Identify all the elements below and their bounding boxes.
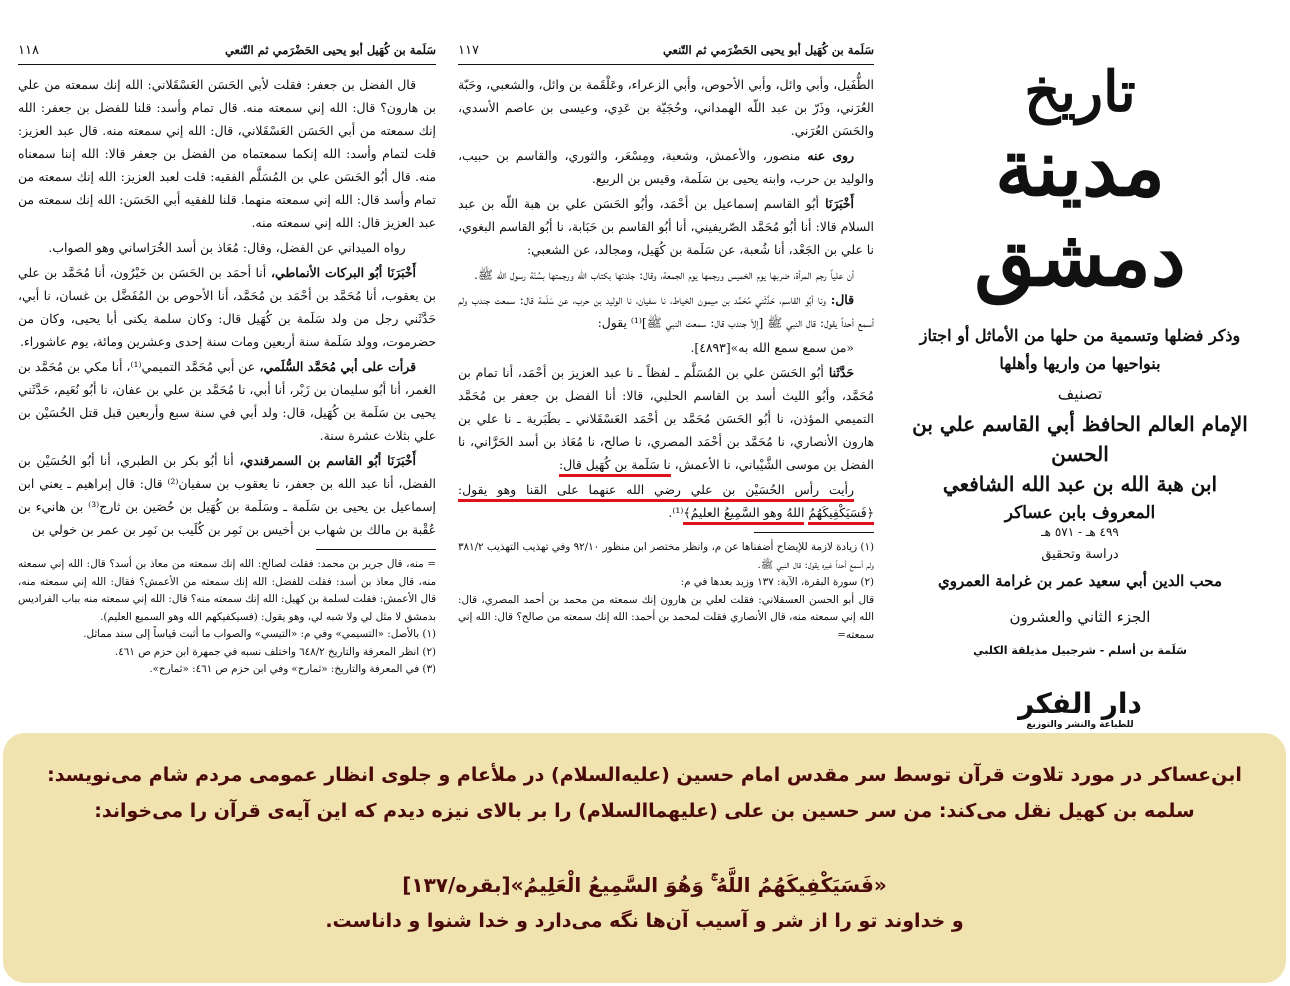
paragraph-lead: حَدَّثَنا <box>823 365 854 380</box>
paragraph <box>18 449 436 541</box>
paragraph: الطُّفَيل، وأبي وائل، وأبي الأحوص، وأبي الزعراء، وعَلْقَمة بن وائل، والشعبي، وحَبّة العُرَني، وذَرّ بن عبد اللّه الهمداني، وحُجَيّة بن عَدِي، وعيسى بن عاصم الأسدي، والحَسَن العُرَني. <box>458 77 874 138</box>
footnote: (٢) انظر المعرفة والتاريخ ٦٤٨/٢ واختلف نسبه في جمهرة ابن حزم ص ٤٦١. <box>114 645 436 658</box>
cover-title-line-2: مدينة دمشق <box>974 123 1186 304</box>
caption-translation: و خداوند تو را از شر و آسیب آن‌ها نگه می‌دارد و خدا شنوا و داناست. <box>325 910 964 932</box>
footnote: (١) زيادة لازمة للإيضاح أضفناها عن م، وانظر مختصر ابن منظور ٩٢/١٠ وفي تهذيب التهذيب ٣٨١/٢ ولم أسمع أحداً غيره يقول: قال النبي ﷺ. <box>458 541 874 571</box>
persian-caption-box <box>3 733 1286 983</box>
cover-title-line-1: تاريخ <box>1024 59 1136 125</box>
paragraph-lead: قال: <box>825 292 854 307</box>
running-title: سَلَمة بن كُهَيل أبو يحيى الحَضْرَمي ثم التّنعي <box>224 43 436 57</box>
running-title: سَلَمة بن كُهَيل أبو يحيى الحَضْرَمي ثم التّنعي <box>662 43 874 57</box>
cover-author-1: الإمام العالم الحافظ أبي القاسم علي بن الحسن <box>912 412 1248 466</box>
cover-tasnif: تصنيف <box>1057 384 1103 403</box>
cover-known-as: المعروف بابن عساكر <box>1004 503 1156 523</box>
footnote-separator <box>754 532 874 533</box>
cover-study: دراسة وتحقيق <box>1041 547 1119 562</box>
highlighted-paragraph <box>458 478 874 524</box>
page-number: ١١٧ <box>458 43 479 58</box>
footnote: قال أبو الحسن العسقلاني: فقلت لعلي بن هارون إنك سمعته من محمد بن أحمد المصري، قال: الله إني سمعته منه، قال الأنصاري فقلت لمحمد بن أحمد: الله إنك سمعته من صالح؟ قال: الله إني سمعته= <box>458 593 874 641</box>
publisher-subtitle: للطباعة والنشر والتوزيع <box>1026 720 1134 730</box>
paragraph-lead: أَخْبَرَنَا <box>818 196 854 211</box>
paragraph <box>458 361 874 476</box>
paragraph-lead: أَخْبَرَنَا أبُو القاسم بن السمرقندي، <box>233 453 416 468</box>
page-number: ١١٨ <box>18 43 39 58</box>
running-head <box>18 40 436 65</box>
hadith-quote: «من سمع سمع الله به»[٤٨٩٣]. <box>690 340 854 355</box>
cover-editor: محب الدين أبي سعيد عمر بن غرامة العمروي <box>937 572 1223 590</box>
book-cover <box>880 59 1280 730</box>
paragraph <box>18 355 436 447</box>
highlight-underline-quote: رأيت رأس الحُسَيْن بن علي رضي الله عنهما على القنا وهو يقول: ﴿فَسَيَكْفِيكَهُمُ <box>458 482 874 525</box>
caption-line-2: سلمه بن کهیل نقل می‌کند: من سر حسین بن علی (علیهما‌السلام) را بر بالای نیزه دیدم که این آیه‌ی قرآن را می‌خواند: <box>94 800 1195 822</box>
footnote: (١) بالأصل: «التسيمي» وفي م: «التيسي» والصواب ما أثبت قياساً إلى سند مماثل. <box>83 628 436 640</box>
caption-verse: «فَسَيَكْفِيكَهُمُ اللَّهُ ۚ وَهُوَ السَّمِيعُ الْعَلِيمُ»[بقره/۱۳۷] <box>402 873 887 897</box>
paragraph <box>18 261 436 353</box>
footnote-ref: ⁽¹⁾. <box>668 505 684 520</box>
paragraph: قال الفضل بن جعفر: فقلت لأبي الحَسَن العَسْقَلاني: الله إنك سمعته من علي بن هارون؟ قال: الله إني سمعته منه. قال تمام وأسد: قلنا للفضل بن جعفر: الله إنك سمعته من أبي الحَسَن العَسْقَلاني، قال: الله إني سمعته منه. قال عبد العزيز: قلت لتمام وأسد: الله إنكما سمعتماه من الفضل بن جعفر قالا: الله إننا سمعناه منه. قال أبُو الحَسَن علي بن المُسَلَّم الفقيه: قلت لعبد العزيز: الله إنك سمعته من تمام وأسد قال: الله إني سمعته منهما. قلنا للفقيه أبي الحَسَن: الله إنك سمعته من عبد العزيز قال: الله إني سمعته منه. <box>18 77 436 230</box>
highlight-underline-narrator: نا سَلَمة بن كُهَيل قال: <box>559 457 671 477</box>
cover-volume: الجزء الثاني والعشرون <box>1009 608 1151 626</box>
running-head <box>458 40 874 65</box>
footnote-separator <box>316 549 436 550</box>
cover-range: سَلَمة بن أسلم - شرجبيل مذيلقة الكلبي <box>973 644 1187 657</box>
paragraph-lead: قرأت على أبي مُحَمَّد السُّلَمي، <box>255 359 416 374</box>
paragraph: أن علياً رجم المرأة، ضربها يوم الخميس ورجمها يوم الجمعة، وقال: جلدتها بكتاب الله ورجمتها بسُنّة رسول الله ﷺ. <box>474 267 854 282</box>
cover-author-2: ابن هبة الله بن عبد الله الشافعي <box>942 472 1218 496</box>
paragraph-text: ونا أبُو القاسم، حَدَّثَني مُحَمَّد بن ميمون الخياط، نا سفيان، نا الوليد بن حرب، عن سَلَمة قال: سمعت جندب ولم أسمع أحداً يقول: قال النبي ﷺ [إلاّ جندب قال: سمعت النبي ﷺ]⁽¹⁾ يقول: <box>458 292 874 330</box>
caption-line-1: ابن‌عساکر در مورد تلاوت قرآن توسط سر مقدس امام حسین (علیه‌السلام) در ملأعام و جلوی انظار عمومی مردم شام می‌نویسد: <box>47 764 1242 786</box>
paragraph <box>458 288 874 334</box>
paragraph <box>458 144 874 190</box>
paragraph-lead: روى عنه <box>800 148 854 163</box>
paragraph-lead: أَخْبَرَنَا أبُو البركات الأنماطي، <box>266 265 416 280</box>
paragraph: رواه الميداني عن الفضل، وقال: مُعَاذ بن أسد الخُرَاساني وهو الصواب. <box>48 240 406 255</box>
paragraph-text: أبُو الحَسَن علي بن المُسَلَّم ـ لفظاً ـ نا عبد العزيز بن أحْمَد، أنا تمام بن مُحَمَّد، وأبُو الليث أسد بن القاسم الحلبي، قالا: أنا الفضل بن جعفر بن مُحَمَّد التميمي المؤذن، نا أبُو الحَسَن مُحَمَّد بن أحْمَد العَسْقَلاني ـ بطَبَرية ـ نا علي بن هارون الأنصاري، نا مُحَمَّد بن أحْمَد المصري، نا صالح، نا مُعَاذ بن أسد الحَرَّاني، نا الفضل بن موسى الشَّيْباني، نا الأعمش، <box>458 365 874 472</box>
cover-subtitle-2: بنواحيها من واريها وأهلها <box>999 354 1161 373</box>
footnote: (٣) في المعرفة والتاريخ: «ثمارح» وفي ابن حزم ص ٤٦١: «ثمارح». <box>149 663 436 675</box>
paragraph-text: أنا أبُو بكر بن الطبري، أنا أبُو الحُسَيْن بن الفضل، أنا عبد الله بن جعفر، نا يعقوب بن سفيان⁽²⁾ قال: قال إبراهيم ـ يعني ابن إسماعيل بن يحيى بن سَلَمة ـ وسَلَمة بن كُهَيل بن حُصَين بن ثارج⁽³⁾ بن هانيء بن عُقْبة بن مالك بن شهاب بن أخيس بن نَمِر بن كُلَيب بن نَمِر بن عمر بن خولي بن <box>18 453 437 537</box>
footnote: = منه، قال جرير بن محمد: فقلت لصالح: الله إنك سمعته من معاذ بن أسد؟ قال: الله إني سمعته منه، قال معاذ بن أسد: فقلت للفضل: الله إنك سمعته من الأعمش؟ فقال: الله إني سمعته منه، قال الأعمش: فقلت لسلمة بن كهيل: الله إنك سمعته منه؟ قال: الله إني سمعته منه بباب الفراديس بدمشق لا مثل لي ولا شبه لي، وهو يقول: (فسيكفيكهم الله وهو السميع العليم). <box>18 558 436 623</box>
book-page-117 <box>458 40 874 644</box>
paragraph-text: عن أبي مُحَمَّد التميمي⁽¹⁾، أنا مكي بن مُحَمَّد بن الغمر، أنا أبُو سليمان بن زَبْر، أنا أبي، نا مُحَمَّد بن علي بن عفان، نا أبُو نُعَيم، حَدَّثَني يحيى بن سَلَمة بن كُهَيل، قال: ولد أبي في سنة سبع وأربعين قبل قتل الحُسَيْن بن علي بثلاث عشرة سنة. <box>18 359 436 443</box>
book-page-118 <box>18 40 436 679</box>
highlight-underline-verse: اللهُ وهو السَّمِيعُ العليمُ﴾ <box>683 505 804 525</box>
footnote: (٢) سورة البقرة، الآية: ١٣٧ وزيد بعدها في م: <box>680 576 874 588</box>
paragraph-text: أنا أحمَد بن الحَسَن بن خَيْرُون، أنا مُحَمَّد بن علي بن يعقوب، أنا مُحَمَّد بن أحْمَد بن مُحَمَّد، أنا الأحوص بن المُفَضَّل بن غسان، نا أبي، حَدَّثَني رجل من ولد سَلَمة بن كُهَيل قال: وكان سلمة يكنى أبا يحيى، وكان من حضرموت، وولد سَلَمة سنة أربعين ومات سنة إحدى وعشرين ومائة، يوم عاشوراء. <box>18 265 436 349</box>
cover-subtitle-1: وذكر فضلها وتسمية من حلها من الأماثل أو اجتاز <box>919 326 1241 345</box>
paragraph-text: منصور، والأعمش، وشعبة، ومِسْعَر، والثوري، والقاسم بن حبيب، والوليد بن حرب، وابنه يحيى بن سَلَمة، وقيس بن الربيع. <box>458 148 874 186</box>
paragraph-text: أبُو القاسم إسماعيل بن أحْمَد، وأبُو الحَسَن علي بن هبة اللّه بن عبد السلام قالا: أنا أبُو مُحَمَّد الصّريفيني، أنا أبُو القاسم بن حَبَابة، نا أبُو القاسم البغوي، نا علي بن الجَعْد، أنا شُعبة، عن سَلَمة بن كُهَيل، ومجالد، عن الشعبي: <box>458 196 874 257</box>
publisher-logo: دار الفكر <box>1018 687 1142 720</box>
paragraph <box>458 192 874 261</box>
cover-dates: ٤٩٩ هـ - ٥٧١ هـ <box>1041 525 1119 539</box>
